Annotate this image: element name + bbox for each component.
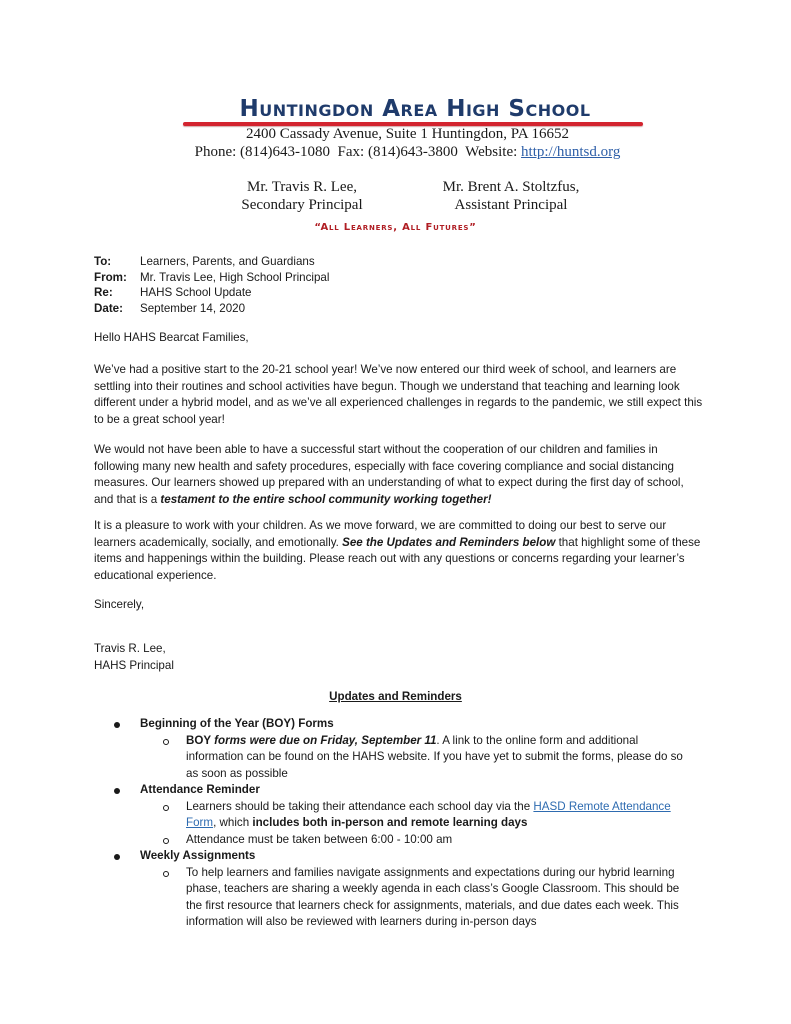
paragraph-text: We would not have been able to have a successful start without the cooperation of our children and families in following many new health and safety procedures, especially with face covering compliance and social distancing measures. Our learners showed up prepared with an understanding of what to expect during the first day of school, and that is a [94,443,684,506]
memo-row-date [94,301,694,317]
updates-title: Updates and Reminders [329,690,462,703]
contact-numbers: Phone: (814)643-1080 Fax: (814)643-3800 Website: [194,144,522,160]
memo-label: Re: [94,286,113,299]
paragraph-text: that highlight some of these items and happenings within the building. Please reach out with any questions or concerns regarding your learner’s educational experience. [94,535,701,582]
bullet-icon [114,854,120,860]
memo-label: To: [94,255,112,268]
memo-label: Date: [94,301,123,315]
closing: Sincerely, [94,598,145,611]
paragraph-emphasis: testament to the entire school community working together! [160,492,492,506]
memo-label: From: [94,270,127,284]
school-address: 2400 Cassady Avenue, Suite 1 Huntingdon, PA 16652 [246,126,569,142]
paragraph-pleasure [94,518,706,584]
signature-title: HAHS Principal [94,658,174,672]
update-item-boy-forms [0,716,791,733]
principal-secondary [232,178,372,214]
sub-item [0,733,791,783]
signature-block [94,641,174,674]
memo-header [94,254,694,316]
sub-item [0,799,791,832]
sub-bullet-icon [163,838,169,844]
sub-item-text: . A link to the online form and additional information can be found on the HAHS website. If you have yet to submit the forms, please do so as soon as possible [186,733,683,780]
update-item-weekly-assignments [0,848,791,865]
memo-value: Learners, Parents, and Guardians [140,255,315,268]
school-motto: “All Learners, All Futures” [314,222,477,233]
principal-name: Mr. Brent A. Stoltzfus, [442,179,580,195]
memo-value: HAHS School Update [140,286,252,299]
sub-item-text: , which [213,816,253,829]
paragraph-text: It is a pleasure to work with your children. As we move forward, we are committed to doing our best to serve our learners academically, socially, and emotionally. [94,519,667,549]
update-heading: Beginning of the Year (BOY) Forms [140,717,334,730]
sub-item [0,832,791,849]
update-item-attendance [0,782,791,799]
updates-list [0,716,791,931]
signature-name: Travis R. Lee, [94,642,166,655]
greeting: Hello HAHS Bearcat Families, [94,331,249,344]
principal-title: Secondary Principal [241,197,363,213]
memo-row-re [94,285,694,301]
sub-item-text: To help learners and families navigate assignments and expectations during our hybrid learning phase, teachers are sharing a weekly agenda in each class’s Google Classroom. This should be the first resource that learners check for assignments, materials, and due dates each week. This information will also be reviewed with learners during in-person days [186,865,680,928]
sub-item-emphasis: forms were due on Friday, September 11 [214,733,437,747]
bullet-icon [114,722,120,728]
paragraph-emphasis: See the Updates and Reminders below [342,535,556,549]
update-heading: Weekly Assignments [140,849,256,862]
sub-item-bold: includes both in-person and remote learning days [252,816,528,829]
sub-bullet-icon [163,871,169,877]
memo-value: Mr. Travis Lee, High School Principal [140,270,330,284]
principal-assistant [426,178,596,214]
school-contact [0,143,791,161]
sub-item-text: Attendance must be taken between 6:00 - 10:00 am [186,832,453,846]
principal-title: Assistant Principal [454,197,568,213]
sub-bullet-icon [163,805,169,811]
update-heading: Attendance Reminder [140,783,260,796]
sub-item-bold: BOY [186,733,215,747]
school-name: Huntingdon Area High School [239,96,591,122]
bullet-icon [114,788,120,794]
memo-row-to [94,254,694,270]
memo-row-from [94,270,694,286]
sub-bullet-icon [163,739,169,745]
sub-item-text: Learners should be taking their attendance each school day via the [186,799,534,813]
paragraph-cooperation [94,442,706,508]
memo-value: September 14, 2020 [140,301,246,315]
website-link[interactable]: http://huntsd.org [521,144,621,160]
paragraph-intro: We’ve had a positive start to the 20-21 school year! We’ve now entered our third week of school, and learners are settling into their routines and school activities have begun. Though we understand that teaching and learning look different under a hybrid model, and as we’ve all experienced challenges in regards to the pandemic, we still expect this to be a great school year! [94,363,703,426]
principal-name: Mr. Travis R. Lee, [246,179,357,195]
attendance-form-link[interactable]: HASD Remote Attendance Form [186,799,671,829]
sub-item [0,865,791,931]
